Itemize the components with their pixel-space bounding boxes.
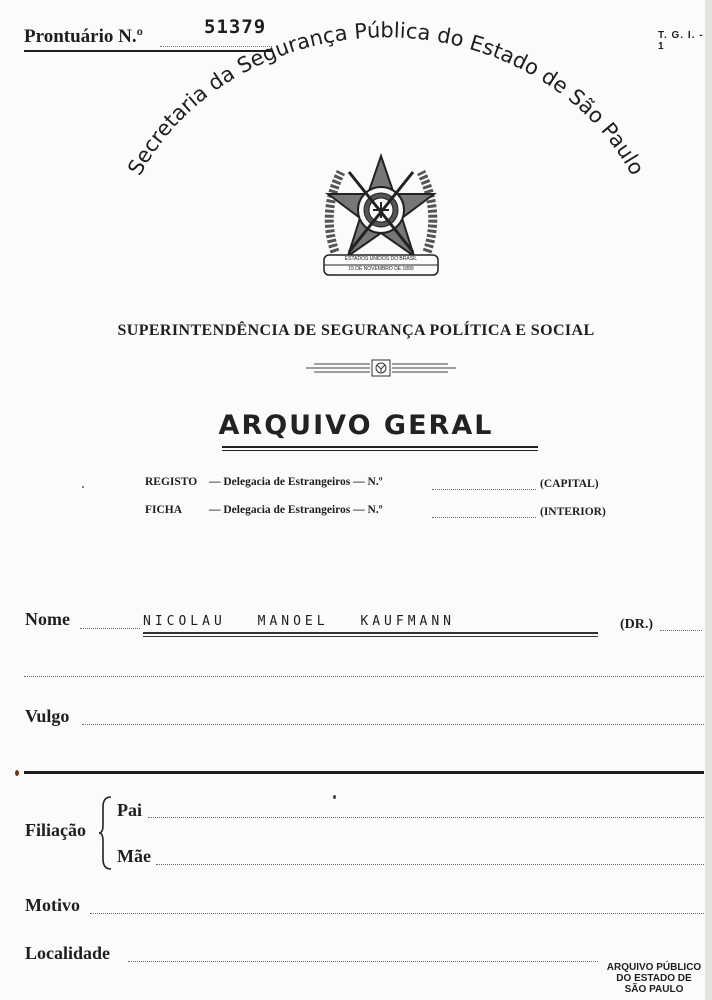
brace-icon	[98, 795, 114, 871]
section-divider	[24, 771, 704, 774]
mae-label: Mãe	[117, 846, 151, 866]
superintendencia-heading: SUPERINTENDÊNCIA DE SEGURANÇA POLÍTICA E SOCIAL	[117, 322, 595, 339]
nome-suffix: (DR.)	[620, 617, 654, 632]
vulgo-label: Vulgo	[25, 706, 70, 726]
ficha-label: FICHA	[145, 504, 183, 516]
pai-label: Pai	[117, 800, 142, 820]
ficha-text: — Delegacia de Estrangeiros — N.º	[209, 504, 383, 516]
registo-location: (CAPITAL)	[540, 478, 599, 490]
nome-underline-thin	[143, 636, 598, 637]
localidade-label: Localidade	[25, 943, 111, 963]
nome-dots-tail	[660, 630, 702, 631]
pai-field[interactable]	[148, 817, 704, 818]
nome-value: NICOLAU MANOEL KAUFMANN	[143, 614, 456, 629]
arquivo-geral-title: ARQUIVO GERAL	[218, 410, 494, 441]
archive-stamp	[600, 962, 708, 995]
motivo-label: Motivo	[25, 895, 80, 915]
nome-label: Nome	[25, 609, 70, 629]
nome-continuation-line[interactable]	[24, 676, 704, 677]
nome-underline	[143, 632, 598, 634]
ornament-divider	[306, 356, 456, 380]
vulgo-field[interactable]	[82, 724, 704, 725]
title-underline	[222, 446, 538, 448]
stamp-line-2: DO ESTADO DE	[616, 973, 692, 984]
ficha-location: (INTERIOR)	[540, 506, 606, 518]
filiacao-label: Filiação	[25, 820, 86, 840]
title-underline-thin	[222, 450, 538, 451]
prontuario-number: 51379	[204, 16, 267, 38]
registo-number-field[interactable]	[432, 489, 536, 490]
seal-text-top: ESTADOS UNIDOS DO BRASIL	[344, 256, 418, 262]
registo-label: REGISTO	[145, 476, 198, 488]
stamp-line-1: ARQUIVO PÚBLICO	[606, 962, 702, 973]
paper-speck	[15, 770, 19, 776]
mae-field[interactable]	[156, 864, 704, 865]
paper-speck	[82, 486, 84, 488]
prontuario-label: Prontuário N.º	[24, 26, 143, 47]
motivo-field[interactable]	[90, 913, 704, 914]
stamp-line-3: SÃO PAULO	[624, 984, 684, 995]
coat-of-arms-icon	[0, 0, 712, 300]
paper-speck	[333, 795, 336, 799]
seal-text-bottom: 15 DE NOVEMBRO DE 1889	[348, 266, 414, 272]
secretaria-heading: Secretaria da Segurança Pública do Estado de São Paulo	[123, 18, 649, 180]
registo-text: — Delegacia de Estrangeiros — N.º	[209, 476, 383, 488]
localidade-field[interactable]	[128, 961, 598, 962]
form-code: T. G. I. - 1	[658, 30, 704, 52]
nome-dots-lead	[80, 628, 140, 629]
ficha-number-field[interactable]	[432, 517, 536, 518]
